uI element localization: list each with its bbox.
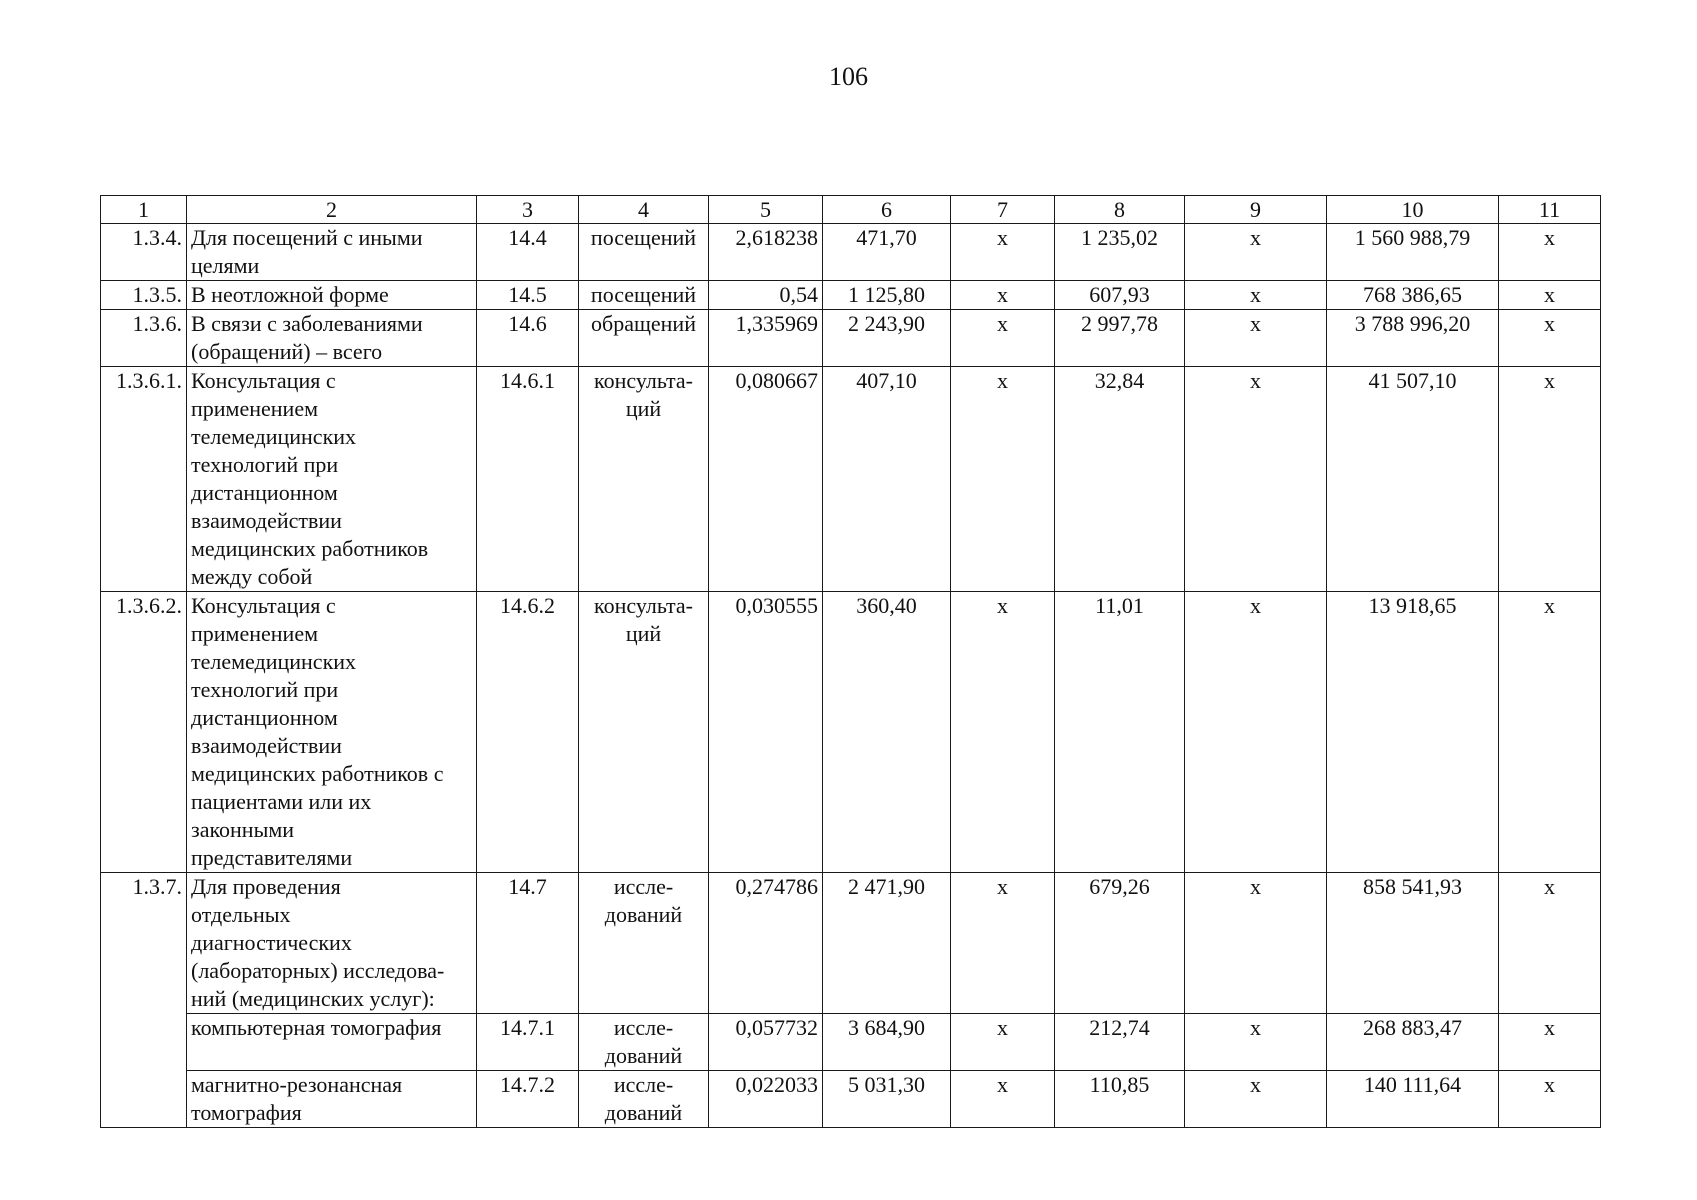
column-header-10: 10 — [1327, 196, 1499, 224]
cell-col9-value: х — [1185, 1071, 1327, 1128]
cell-norm-value: 0,022033 — [709, 1071, 823, 1128]
cell-col9-value: х — [1185, 367, 1327, 592]
cell-col11-value: х — [1499, 310, 1601, 367]
cell-amount: 41 507,10 — [1327, 367, 1499, 592]
cell-code: 14.7.2 — [477, 1071, 579, 1128]
cell-cost: 407,10 — [823, 367, 951, 592]
cell-cost: 471,70 — [823, 224, 951, 281]
column-header-7: 7 — [951, 196, 1055, 224]
cell-amount: 3 788 996,20 — [1327, 310, 1499, 367]
cell-description: В связи с заболеваниями (обращений) – всего — [187, 310, 477, 367]
cell-code: 14.5 — [477, 281, 579, 310]
cell-cost: 360,40 — [823, 592, 951, 873]
cell-col11-value: х — [1499, 1071, 1601, 1128]
cell-col9-value: х — [1185, 592, 1327, 873]
cell-amount: 768 386,65 — [1327, 281, 1499, 310]
cell-row-number: 1.3.6. — [101, 310, 187, 367]
cell-norm-value: 0,54 — [709, 281, 823, 310]
cell-col8-value: 607,93 — [1055, 281, 1185, 310]
cell-description: Для проведения отдельных диагностических (лабораторных) исследова- ний (медицинских услуг): — [187, 873, 477, 1014]
cell-cost: 3 684,90 — [823, 1014, 951, 1071]
cell-unit: посещений — [579, 281, 709, 310]
cell-description: В неотложной форме — [187, 281, 477, 310]
cell-row-number: 1.3.4. — [101, 224, 187, 281]
table-header-row — [101, 196, 1601, 224]
cell-amount: 268 883,47 — [1327, 1014, 1499, 1071]
table-row — [101, 224, 1601, 281]
cell-col7-value: х — [951, 224, 1055, 281]
cell-amount: 858 541,93 — [1327, 873, 1499, 1014]
column-header-11: 11 — [1499, 196, 1601, 224]
cell-code: 14.6.1 — [477, 367, 579, 592]
cell-col8-value: 110,85 — [1055, 1071, 1185, 1128]
page-number: 106 — [829, 62, 868, 91]
cell-cost: 5 031,30 — [823, 1071, 951, 1128]
cell-col11-value: х — [1499, 1014, 1601, 1071]
column-header-2: 2 — [187, 196, 477, 224]
table-row — [101, 592, 1601, 873]
cell-col8-value: 212,74 — [1055, 1014, 1185, 1071]
table-row — [101, 367, 1601, 592]
cell-col7-value: х — [951, 310, 1055, 367]
cell-col8-value: 1 235,02 — [1055, 224, 1185, 281]
cell-col11-value: х — [1499, 281, 1601, 310]
cell-description: Для посещений с иными целями — [187, 224, 477, 281]
cell-row-number: 1.3.7. — [101, 873, 187, 1128]
cell-col11-value: х — [1499, 367, 1601, 592]
cell-col8-value: 679,26 — [1055, 873, 1185, 1014]
column-header-4: 4 — [579, 196, 709, 224]
cell-amount: 13 918,65 — [1327, 592, 1499, 873]
cell-code: 14.7 — [477, 873, 579, 1014]
cell-cost: 2 471,90 — [823, 873, 951, 1014]
table-row — [101, 281, 1601, 310]
cell-description: магнитно-резонансная томография — [187, 1071, 477, 1128]
cell-col11-value: х — [1499, 592, 1601, 873]
cell-code: 14.7.1 — [477, 1014, 579, 1071]
cell-col7-value: х — [951, 592, 1055, 873]
column-header-9: 9 — [1185, 196, 1327, 224]
cell-cost: 1 125,80 — [823, 281, 951, 310]
cell-col9-value: х — [1185, 1014, 1327, 1071]
cell-row-number: 1.3.6.1. — [101, 367, 187, 592]
cell-col7-value: х — [951, 1071, 1055, 1128]
cell-col11-value: х — [1499, 873, 1601, 1014]
cell-col8-value: 11,01 — [1055, 592, 1185, 873]
cell-unit: консульта- ций — [579, 367, 709, 592]
cell-unit: посещений — [579, 224, 709, 281]
table-row — [101, 1071, 1601, 1128]
table-container — [100, 195, 1601, 1128]
cell-unit: обращений — [579, 310, 709, 367]
cell-description: компьютерная томография — [187, 1014, 477, 1071]
cell-description: Консультация с применением телемедицинских технологий при дистанционном взаимодействии медицинских работников между собой — [187, 367, 477, 592]
cell-unit: иссле- дований — [579, 873, 709, 1014]
cell-code: 14.6 — [477, 310, 579, 367]
cell-amount: 1 560 988,79 — [1327, 224, 1499, 281]
cell-col7-value: х — [951, 367, 1055, 592]
cell-col9-value: х — [1185, 310, 1327, 367]
cell-unit: консульта- ций — [579, 592, 709, 873]
cell-col9-value: х — [1185, 281, 1327, 310]
cell-col11-value: х — [1499, 224, 1601, 281]
cell-code: 14.4 — [477, 224, 579, 281]
cell-col7-value: х — [951, 873, 1055, 1014]
cell-row-number: 1.3.5. — [101, 281, 187, 310]
column-header-3: 3 — [477, 196, 579, 224]
table-row — [101, 873, 1601, 1014]
cell-col7-value: х — [951, 281, 1055, 310]
cell-description: Консультация с применением телемедицинских технологий при дистанционном взаимодействии медицинских работников с пациентами или их законными представителями — [187, 592, 477, 873]
cell-amount: 140 111,64 — [1327, 1071, 1499, 1128]
cell-norm-value: 0,057732 — [709, 1014, 823, 1071]
column-header-6: 6 — [823, 196, 951, 224]
cell-row-number: 1.3.6.2. — [101, 592, 187, 873]
cell-col9-value: х — [1185, 224, 1327, 281]
cell-unit: иссле- дований — [579, 1014, 709, 1071]
column-header-5: 5 — [709, 196, 823, 224]
cell-norm-value: 0,274786 — [709, 873, 823, 1014]
cell-col8-value: 2 997,78 — [1055, 310, 1185, 367]
cell-norm-value: 0,080667 — [709, 367, 823, 592]
column-header-1: 1 — [101, 196, 187, 224]
data-table — [100, 195, 1601, 1128]
cell-col7-value: х — [951, 1014, 1055, 1071]
table-row — [101, 310, 1601, 367]
cell-norm-value: 2,618238 — [709, 224, 823, 281]
cell-code: 14.6.2 — [477, 592, 579, 873]
cell-norm-value: 1,335969 — [709, 310, 823, 367]
cell-norm-value: 0,030555 — [709, 592, 823, 873]
cell-col9-value: х — [1185, 873, 1327, 1014]
cell-unit: иссле- дований — [579, 1071, 709, 1128]
column-header-8: 8 — [1055, 196, 1185, 224]
table-row — [101, 1014, 1601, 1071]
cell-cost: 2 243,90 — [823, 310, 951, 367]
cell-col8-value: 32,84 — [1055, 367, 1185, 592]
